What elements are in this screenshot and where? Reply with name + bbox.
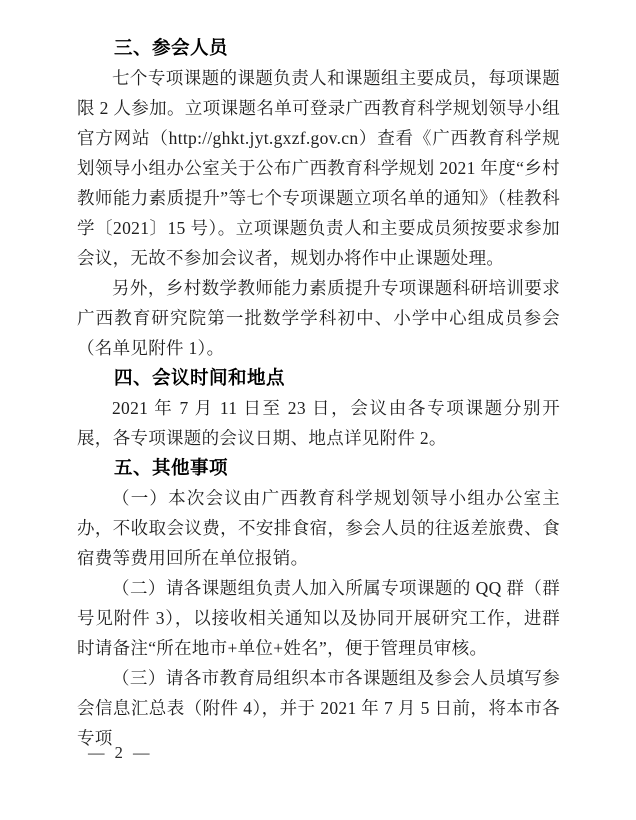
page-number: — 2 — — [88, 743, 153, 762]
paragraph-other-matters-1: （一）本次会议由广西教育科学规划领导小组办公室主办，不收取会议费，不安排食宿，参会人员的往返差旅费、食宿费等费用回所在单位报销。 — [77, 488, 560, 568]
document-body — [77, 33, 560, 753]
paragraph-participants-1: 七个专项课题的课题负责人和课题组主要成员，每项课题限 2 人参加。立项课题名单可登录广西教育科学规划领导小组官方网站（http://ghkt.jyt.gxzf.gov.cn）查看《广西教育科学规划领导小组办公室关于公布广西教育科学规划 2021 年度“乡村教师能力素质提升”等七个专项课题立项名单的通知》（桂教科学〔2021〕15 号）。立项课题负责人和主要成员须按要求参加会议，无故不参加会议者，规划办将作中止课题处理。 — [77, 68, 560, 268]
paragraph-other-matters-2: （二）请各课题组负责人加入所属专项课题的 QQ 群（群号见附件 3），以接收相关通知以及协同开展研究工作，进群时请备注“所在地市+单位+姓名”，便于管理员审核。 — [77, 578, 560, 658]
section-heading-time-location: 四、会议时间和地点 — [114, 367, 286, 388]
section-heading-other-matters: 五、其他事项 — [114, 457, 229, 478]
paragraph-other-matters-3: （三）请各市教育局组织本市各课题组及参会人员填写参会信息汇总表（附件 4），并于 2021 年 7 月 5 日前，将本市各专项 — [77, 668, 560, 748]
paragraph-participants-2: 另外，乡村数学教师能力素质提升专项课题科研培训要求广西教育研究院第一批数学学科初中、小学中心组成员参会（名单见附件 1）。 — [77, 278, 560, 358]
paragraph-time-location-1: 2021 年 7 月 11 日至 23 日，会议由各专项课题分别开展，各专项课题的会议日期、地点详见附件 2。 — [77, 398, 560, 448]
section-heading-participants: 三、参会人员 — [114, 37, 229, 58]
